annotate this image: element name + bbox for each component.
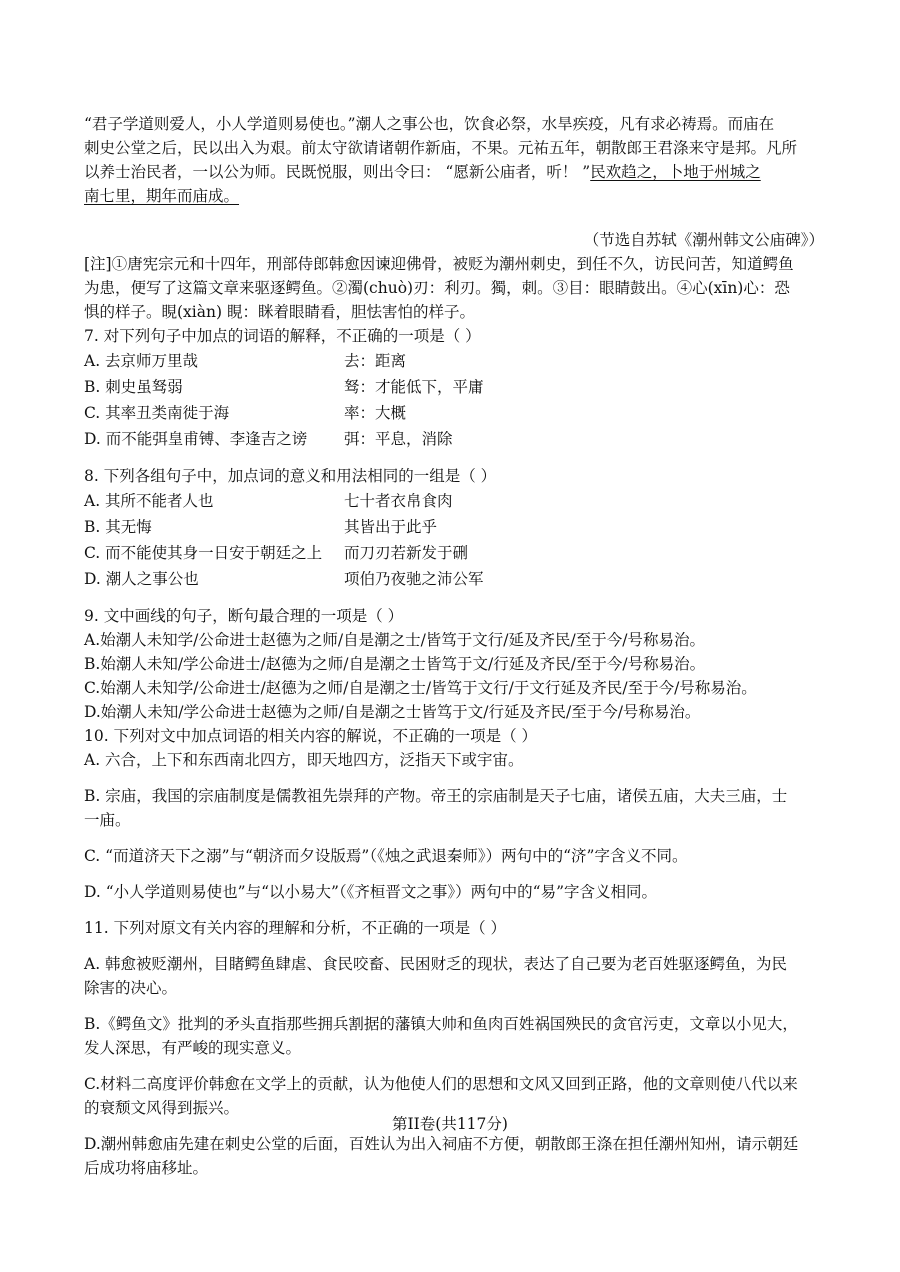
q8-option-c-left: C. 而不能使其身一日安于朝廷之上 [84, 544, 323, 562]
q11-option-d-line-2: 后成功将庙移址。 [84, 1159, 209, 1177]
q11-stem: 11. 下列对原文有关内容的理解和分析，不正确的一项是（ ） [84, 919, 507, 937]
q9-option-a: A.始潮人未知学/公命进士赵德为之师/自是潮之士/皆笃于文行/延及齐民/至于今/号称易治。 [84, 631, 705, 649]
q7-option-c-explanation: 率：大概 [344, 404, 407, 422]
q8-option-d-right: 项伯乃夜驰之沛公军 [344, 570, 484, 588]
q7-option-c-sentence: C. 其率丑类南徙于海 [84, 404, 230, 422]
q10-option-a: A. 六合，上下和东西南北四方，即天地四方，泛指天下或宇宙。 [84, 751, 524, 769]
q8-option-d [84, 566, 824, 592]
q8-option-c-right: 而刀刃若新发于硎 [344, 544, 469, 562]
q7-option-a-explanation: 去：距离 [344, 352, 407, 370]
q11-option-c-line-2: 的衰颓文风得到振兴。 [84, 1099, 240, 1117]
q8-option-d-left: D. 潮人之事公也 [84, 570, 199, 588]
document-body [84, 112, 824, 1180]
q9-option-b: B.始潮人未知/学公命进士/赵德为之师/自是潮之士皆笃于文/行延及齐民/至于今/号称易治。 [84, 655, 706, 673]
q7-option-d [84, 426, 824, 452]
q8-option-a-right: 七十者衣帛食肉 [344, 492, 453, 510]
q8-option-b-left: B. 其无悔 [84, 518, 152, 536]
q8-stem: 8. 下列各组句子中，加点词的意义和用法相同的一组是（ ） [84, 467, 497, 485]
q11-option-a-line-1: A. 韩愈被贬潮州，目睹鳄鱼肆虐、食民咬畜、民困财乏的现状，表达了自己要为老百姓驱逐鳄鱼，为民 [84, 955, 788, 973]
q10-option-c: C. “而道济天下之溺”与“朝济而夕设版焉”（《烛之武退秦师》）两句中的“济”字含义不同。 [84, 847, 688, 865]
q7-option-b-explanation: 驽：才能低下，平庸 [344, 378, 484, 396]
q7-option-b-sentence: B. 刺史虽驽弱 [84, 378, 183, 396]
q8-option-b [84, 514, 824, 540]
source-citation: （节选自苏轼《潮州韩文公庙碑》） [583, 231, 824, 249]
underlined-sentence-part-2: 南七里，期年而庙成。 [84, 187, 240, 205]
q8-option-a-left: A. 其所不能者人也 [84, 492, 214, 510]
passage-line-3 [84, 160, 824, 184]
q8-option-a [84, 488, 824, 514]
q7-option-b [84, 374, 824, 400]
q11-option-b-line-2: 发人深思，有严峻的现实意义。 [84, 1039, 302, 1057]
q10-option-b-line-1: B. 宗庙，我国的宗庙制度是儒教祖先崇拜的产物。帝王的宗庙制是天子七庙，诸侯五庙，大夫三庙，士 [84, 787, 788, 805]
q7-option-d-sentence: D. 而不能弭皇甫镈、李逢吉之谤 [84, 430, 308, 448]
q10-option-b-line-2: 一庙。 [84, 811, 131, 829]
q9-stem: 9. 文中画线的句子，断句最合理的一项是（ ） [84, 607, 404, 625]
passage-line-1: “君子学道则爱人，小人学道则易使也。”潮人之事公也，饮食必祭，水旱疾疫，凡有求必祷焉。而庙在 [84, 115, 775, 133]
q10-stem: 10. 下列对文中加点词语的相关内容的解说，不正确的一项是（ ） [84, 727, 538, 745]
note-line-1: [注]①唐宪宗元和十四年，刑部侍郎韩愈因谏迎佛骨，被贬为潮州刺史，到任不久，访民问苦，知道鳄鱼 [84, 255, 794, 273]
q10-option-d: D. “小人学道则易使也”与“以小易大”（《齐桓晋文之事》）两句中的“易”字含义相同。 [84, 883, 658, 901]
passage-line-3-text: 以养士治民者，一以公为师。民既悦服，则出令曰： “愿新公庙者，听！ ” [84, 163, 591, 181]
q11-option-c-line-1: C.材料二高度评价韩愈在文学上的贡献，认为他使人们的思想和文风又回到正路，他的文章则使八代以来 [84, 1075, 798, 1093]
note-line-3: 惧的样子。睍(xiàn) 睍：眯着眼睛看，胆怯害怕的样子。 [84, 303, 475, 321]
q9-option-d: D.始潮人未知/学公命进士赵德为之师/自是潮之士皆笃于文/行延及齐民/至于今/号称易治。 [84, 703, 701, 721]
note-line-2: 为患，便写了这篇文章来驱逐鳄鱼。②濁(chuò)刃：利刃。獨，刺。③目：眼睛鼓出。④心(xīn)心：恐 [84, 279, 790, 297]
passage-line-4 [84, 184, 824, 208]
q11-option-d-line-1: D.潮州韩愈庙先建在刺史公堂的后面，百姓认为出入祠庙不方便，朝散郎王涤在担任潮州知州，请示朝廷 [84, 1135, 799, 1153]
q9-option-c: C.始潮人未知学/公命进士/赵德为之师/自是潮之士/皆笃于文行/于文行延及齐民/至于今/号称易治。 [84, 679, 757, 697]
section-footer: 第II卷(共117分) [392, 1115, 508, 1133]
q7-option-a [84, 348, 824, 374]
q8-option-c [84, 540, 824, 566]
q7-option-c [84, 400, 824, 426]
underlined-sentence-part-1: 民欢趋之，卜地于州城之 [590, 163, 761, 181]
q11-option-a-line-2: 除害的决心。 [84, 979, 178, 997]
q7-option-d-explanation: 弭：平息，消除 [344, 430, 453, 448]
passage-line-2: 刺史公堂之后，民以出入为艰。前太守欲请诸朝作新庙，不果。元祐五年，朝散郎王君涤来守是邦。凡所 [84, 139, 798, 157]
q7-option-a-sentence: A. 去京师万里哉 [84, 352, 199, 370]
q11-option-b-line-1: B.《鳄鱼文》批判的矛头直指那些拥兵割据的藩镇大帅和鱼肉百姓祸国殃民的贪官污吏，文章以小见大， [84, 1015, 798, 1033]
q8-option-b-right: 其皆出于此乎 [344, 518, 438, 536]
q7-stem: 7. 对下列句子中加点的词语的解释，不正确的一项是（ ） [84, 327, 481, 345]
